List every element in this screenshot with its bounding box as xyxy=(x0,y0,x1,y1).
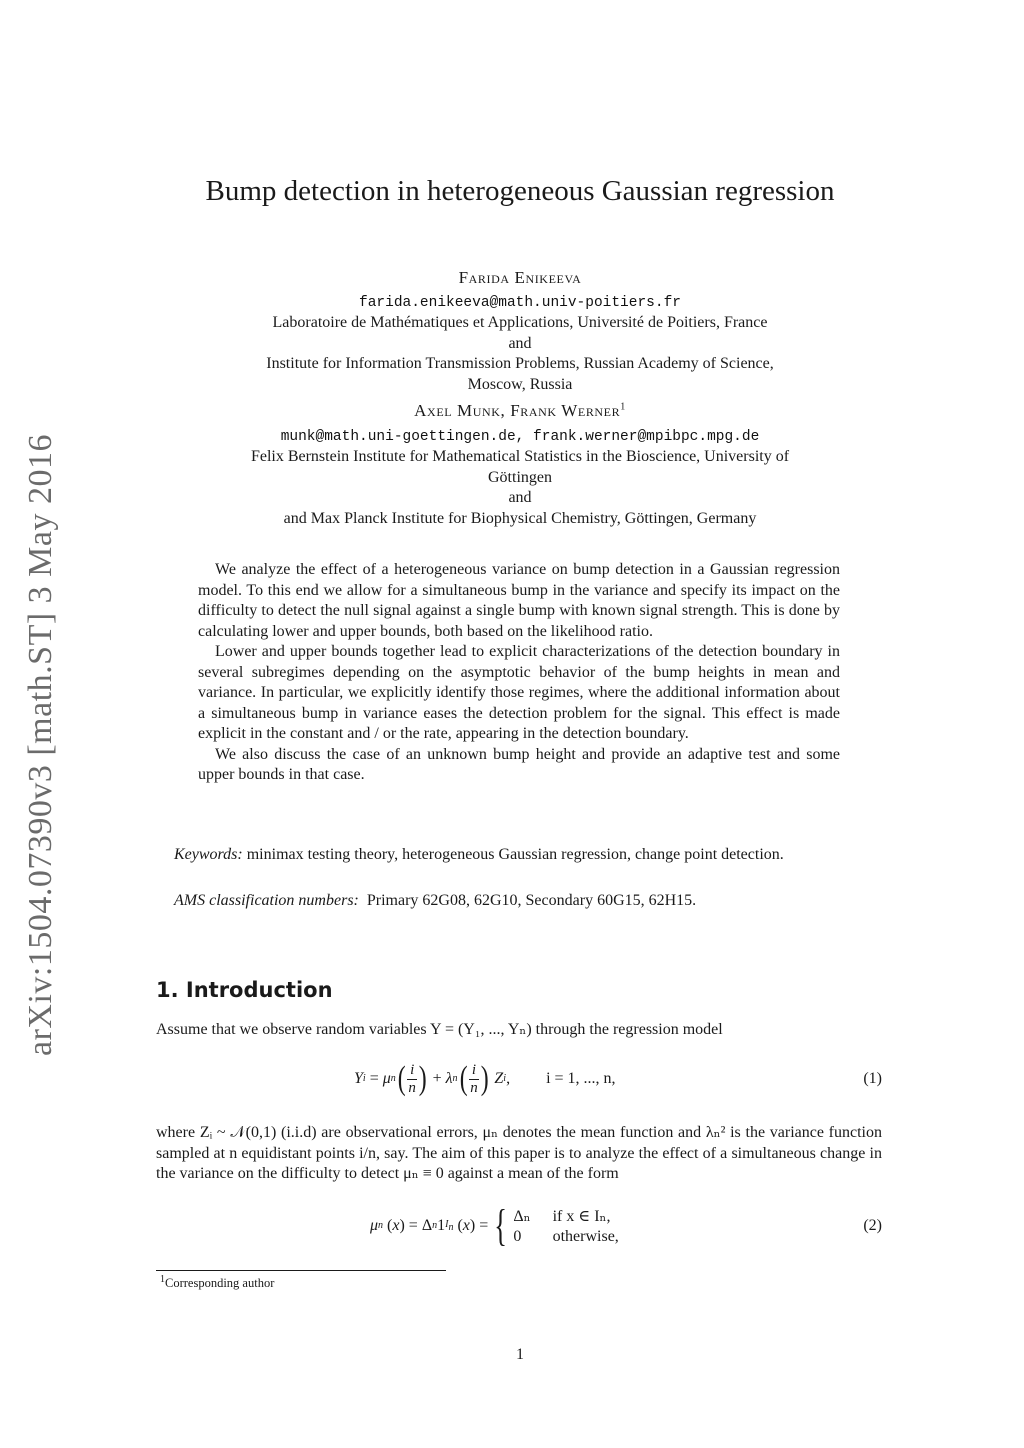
affiliation: Felix Bernstein Institute for Mathematical Statistics in the Bioscience, University of Göttingen xyxy=(250,448,790,486)
abstract-paragraph: We also discuss the case of an unknown bump height and provide an adaptive test and some upper bounds in that case. xyxy=(198,745,840,783)
ams-text: Primary 62G08, 62G10, Secondary 60G15, 62H15. xyxy=(366,892,697,909)
affiliation: Laboratoire de Mathématiques et Applications, Université de Poitiers, France xyxy=(272,314,768,331)
paper-title: Bump detection in heterogeneous Gaussian regression xyxy=(205,175,835,207)
equation-1-formula: Y i = μ n ( $\frac{i}{n}$ ) + λ n ( $\frac{i}{n}$ ) Z i , i = 1, ..., n, xyxy=(354,1060,616,1097)
author-block-2 xyxy=(150,399,890,529)
arxiv-id-text: arXiv:1504.07390v3 [math.ST] 3 May 2016 xyxy=(22,434,59,1056)
case-condition: if x ∈ Iₙ, xyxy=(552,1208,611,1225)
intro-paragraph: where Zᵢ ~ 𝒩(0,1) (i.i.d) are observational errors, μₙ denotes the mean function and λₙ² is the variance function sampled at n equidistant points i/n, say. The aim of this paper is to analyze the effect of a simultaneous change in the variance on the difficulty to detect μₙ ≡ 0 against a mean of the form xyxy=(156,1124,882,1182)
keywords xyxy=(174,845,894,865)
arxiv-identifier-stamp xyxy=(16,430,66,1060)
equation-1-range: i = 1, ..., n, xyxy=(546,1070,616,1087)
affiliation-conjunction: and xyxy=(508,489,532,506)
author-name: Farida Enikeeva xyxy=(458,268,582,287)
affiliation: and Max Planck Institute for Biophysical Chemistry, Göttingen, Germany xyxy=(283,509,757,527)
keywords-label: Keywords: xyxy=(174,846,243,863)
footnote-mark: 1 xyxy=(160,1273,165,1285)
ams-classification xyxy=(174,891,894,911)
intro-paragraph: Assume that we observe random variables Y = (Y₁, ..., Yₙ) through the regression model xyxy=(156,1021,723,1038)
author-names-text: Axel Munk, Frank Werner xyxy=(414,401,621,420)
footnote xyxy=(160,1275,274,1291)
section-heading-introduction: 1. Introduction xyxy=(156,978,333,1002)
affiliation-conjunction: and xyxy=(508,334,532,352)
affiliation: Institute for Information Transmission Problems, Russian Academy of Science, Moscow, Russia xyxy=(266,355,774,393)
abstract-paragraph: We analyze the effect of a heterogeneous variance on bump detection in a Gaussian regression model. To this end we allow for a simultaneous bump in the variance and specify its impact on the difficulty to detect the null signal against a single bump with known signal strength. This is done by calculating lower and upper bounds, both based on the likelihood ratio. xyxy=(198,561,840,640)
case-condition: otherwise, xyxy=(552,1228,619,1245)
equation-2 xyxy=(156,1201,882,1251)
page-number: 1 xyxy=(516,1346,524,1363)
case-value: Δₙ xyxy=(513,1208,531,1225)
author-block-1 xyxy=(150,266,890,395)
equation-2-formula: μ n ( x ) = Δ n 1 $I_n$ ( x ) = { Δₙ if x ∈ Iₙ, 0 otherwise, xyxy=(370,1201,619,1250)
ams-label: AMS classification numbers: xyxy=(174,892,359,909)
footnote-text: Corresponding author xyxy=(165,1276,275,1290)
author-email: farida.enikeeva@math.univ-poitiers.fr xyxy=(359,295,681,311)
case-value: 0 xyxy=(513,1228,522,1245)
footnote-marker: 1 xyxy=(620,401,626,413)
keywords-text: minimax testing theory, heterogeneous Gaussian regression, change point detection. xyxy=(246,846,784,863)
abstract xyxy=(198,560,840,786)
equation-1-number: (1) xyxy=(863,1070,882,1087)
equation-2-number: (2) xyxy=(863,1217,882,1234)
abstract-paragraph: Lower and upper bounds together lead to explicit characterizations of the detection boundary in several subregimes depending on the asymptotic behavior of the bump heights in mean and variance. In particular, we explicitly identify those regimes, where the additional information about a simultaneous bump in variance eases the detection problem for the signal. This effect is made explicit in the constant and / or the rate, appearing in the detection boundary. xyxy=(198,643,840,742)
equation-2-cases xyxy=(513,1206,618,1246)
equation-1 xyxy=(156,1054,882,1104)
author-emails: munk@math.uni-goettingen.de, frank.werner@mpibpc.mpg.de xyxy=(280,429,760,445)
footnote-divider xyxy=(156,1270,446,1271)
author-names xyxy=(150,399,890,423)
